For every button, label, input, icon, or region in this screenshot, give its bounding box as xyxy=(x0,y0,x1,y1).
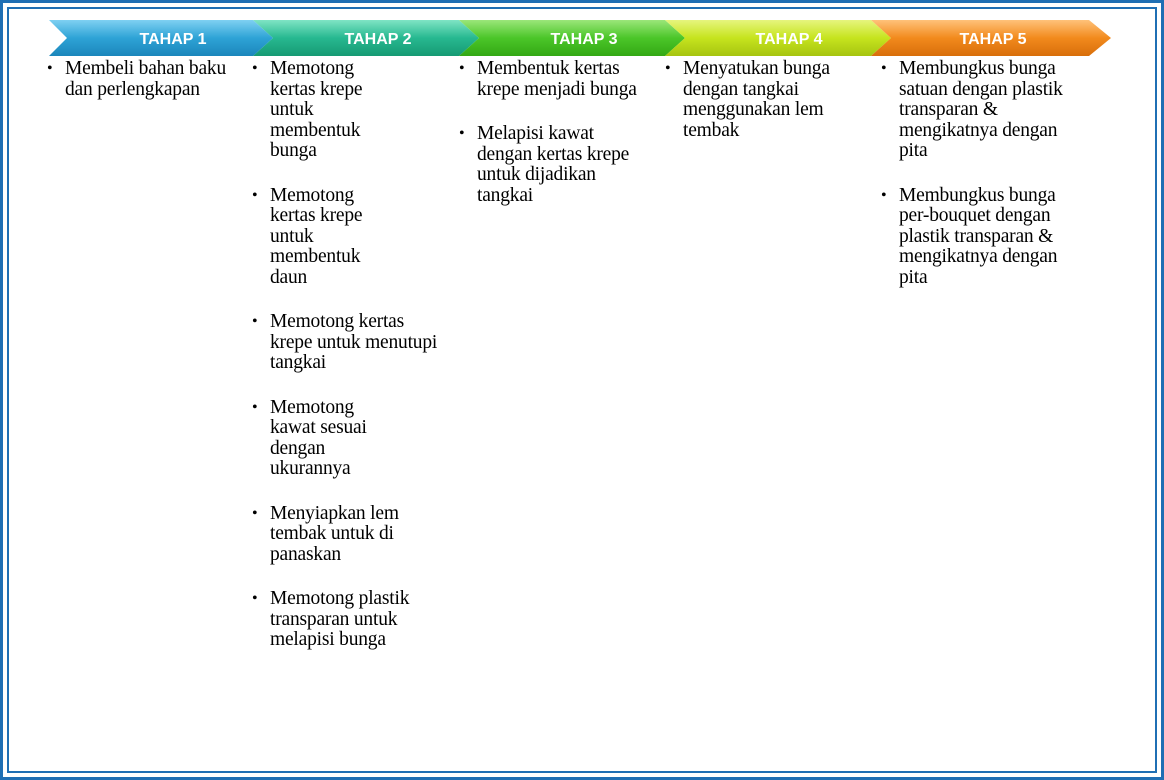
step-item: • Menyatukan bunga dengan tangkai menggunakan lem tembak xyxy=(661,59,848,141)
stage-1-label: TAHAP 1 xyxy=(139,31,207,48)
step-item: • Memotong kertas krepe untuk menutupi tangkai xyxy=(248,312,450,374)
stage-4-steps xyxy=(661,59,861,141)
stage-2-label: TAHAP 2 xyxy=(344,31,412,48)
step-item: • Membentuk kertas krepe menjadi bunga xyxy=(455,59,637,100)
stage-1-steps xyxy=(43,59,248,100)
stage-2-chevron xyxy=(253,20,479,56)
step-item: • Memotong kawat sesuai dengan ukurannya xyxy=(248,398,400,480)
stage-5-chevron xyxy=(871,20,1111,56)
stage-5-label: TAHAP 5 xyxy=(959,31,1027,48)
step-item: • Membungkus bunga satuan dengan plastik transparan & mengikatnya dengan pita xyxy=(877,59,1069,162)
stage-5-steps xyxy=(877,59,1077,288)
step-item: • Membungkus bunga per-bouquet dengan plastik transparan & mengikatnya dengan pita xyxy=(877,186,1079,289)
step-item: • Melapisi kawat dengan kertas krepe untuk dijadikan tangkai xyxy=(455,124,647,206)
stage-2-steps xyxy=(248,59,453,651)
step-item: • Memotong kertas krepe untuk membentuk daun xyxy=(248,186,400,289)
step-item: • Memotong kertas krepe untuk membentuk bunga xyxy=(248,59,400,162)
stage-3-label: TAHAP 3 xyxy=(550,31,618,48)
stage-4-chevron xyxy=(665,20,891,56)
step-item: • Menyiapkan lem tembak untuk di panaskan xyxy=(248,504,400,566)
stage-4-label: TAHAP 4 xyxy=(755,31,823,48)
stage-3-steps xyxy=(455,59,655,206)
stage-chevrons xyxy=(3,3,1164,63)
step-item: • Membeli bahan baku dan perlengkapan xyxy=(43,59,248,100)
stage-1-chevron xyxy=(49,20,273,56)
step-item: • Memotong plastik transparan untuk melapisi bunga xyxy=(248,589,440,651)
stage-3-chevron xyxy=(459,20,685,56)
